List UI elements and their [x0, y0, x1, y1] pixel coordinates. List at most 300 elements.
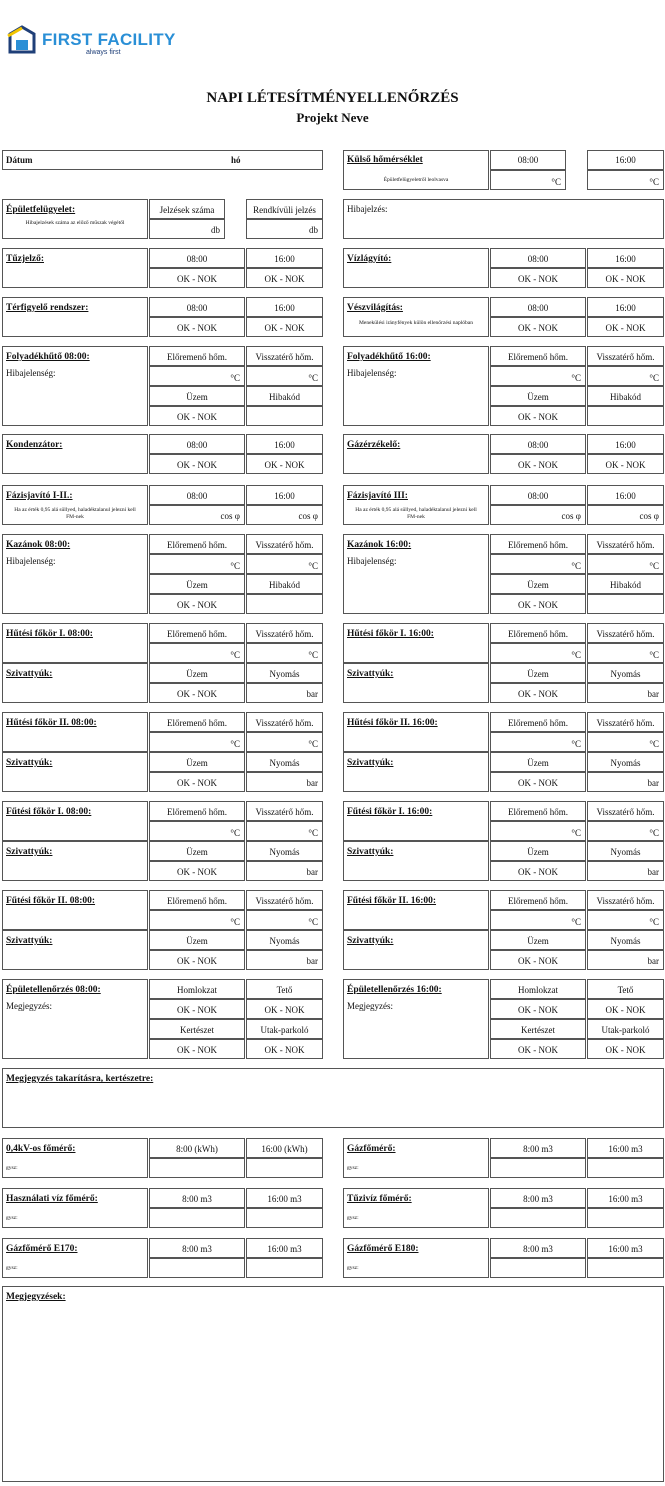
cctv-0800-status[interactable]: [149, 317, 245, 337]
unit-celsius: °C: [649, 917, 659, 927]
chiller-0800-return-head: [246, 346, 323, 366]
condenser-0800-status[interactable]: [149, 454, 245, 474]
gas-detector-0800-head: [490, 434, 586, 454]
time-0800: 08:00: [186, 303, 208, 313]
water-softener-0800-head: [490, 248, 586, 268]
unit-bar: bar: [306, 867, 318, 877]
boiler-1600-supply-input[interactable]: [490, 554, 586, 574]
return-temp-label: Visszatérő hőm.: [596, 540, 655, 550]
pressure-label: Nyomás: [610, 758, 641, 768]
heating-2-1600-pumps-title: Szivattyúk:: [347, 936, 394, 946]
boiler-1600-supply-head: [490, 534, 586, 554]
unit-bar: bar: [647, 956, 659, 966]
chiller-1600-return-head: [587, 346, 664, 366]
emergency-lighting-0800-status[interactable]: [490, 317, 586, 337]
pfc-3-label: [343, 485, 489, 525]
chiller-0800-operation-head: [149, 386, 245, 406]
emergency-lighting-1600-status[interactable]: [587, 317, 664, 337]
cooling-1-0800-pumps-title: Szivattyúk:: [6, 669, 53, 679]
gas-meter-e180-title: Gázfőmérő E180:: [347, 1244, 419, 1254]
chiller-0800-title: Folyadékhűtő 08:00:: [6, 352, 90, 362]
ok-nok-choice: OK - NOK: [605, 1005, 646, 1015]
ok-nok-choice: OK - NOK: [518, 460, 558, 470]
ok-nok-choice: OK - NOK: [518, 956, 558, 966]
unit-celsius: °C: [308, 373, 318, 383]
mv-meter-label: [2, 1138, 148, 1178]
cooling-1-1600-label: [343, 623, 489, 663]
heating-1-1600-supply-input[interactable]: [490, 821, 586, 841]
cooling-2-0800-label: [2, 712, 148, 752]
fire-alarm-label: [2, 248, 148, 288]
chiller-0800-aux-head: [246, 386, 323, 406]
supply-temp-label: Előremenő hőm.: [508, 896, 568, 906]
condenser-0800-head: [149, 434, 245, 454]
unit-celsius: °C: [308, 561, 318, 571]
cooling-2-0800-return-input[interactable]: [246, 732, 323, 752]
unit-cos-phi: cos φ: [298, 511, 318, 521]
alarm-count-label: Jelzések száma: [159, 205, 215, 215]
heating-2-1600-supply-input[interactable]: [490, 910, 586, 930]
mv-meter-1600-input[interactable]: [246, 1158, 323, 1178]
heating-1-1600-return-head: [587, 801, 664, 821]
gas-detector-0800-status[interactable]: [490, 454, 586, 474]
supply-temp-label: Előremenő hőm.: [167, 807, 227, 817]
fire-water-meter-1600-input[interactable]: [587, 1208, 664, 1228]
supply-temp-label: Előremenő hőm.: [167, 718, 227, 728]
heating-1-0800-aux-head: [246, 841, 323, 861]
fault-report-field[interactable]: [343, 199, 664, 239]
gas-meter-e170-serial-label: gysz:: [6, 1265, 18, 1271]
chiller-1600-supply-head: [490, 346, 586, 366]
cooling-1-1600-operation-head: [490, 663, 586, 683]
cooling-2-0800-aux-head: [246, 752, 323, 772]
outside-temp-label: [343, 150, 489, 190]
ok-nok-choice: OK - NOK: [177, 689, 217, 699]
cooling-1-0800-label: [2, 623, 148, 663]
time-1600: 16:00: [274, 491, 295, 501]
boiler-1600-return-head: [587, 534, 664, 554]
heating-1-0800-return-head: [246, 801, 323, 821]
supply-temp-label: Előremenő hőm.: [508, 540, 568, 550]
pfc-3-0800-input[interactable]: [490, 505, 586, 525]
heating-1-0800-return-input[interactable]: [246, 821, 323, 841]
cooling-2-1600-aux-input[interactable]: [587, 772, 664, 792]
cooling-1-0800-return-input[interactable]: [246, 643, 323, 663]
heating-1-1600-aux-input[interactable]: [587, 861, 664, 881]
time-0800: 08:00: [186, 254, 208, 264]
building-check-1600-label: [343, 979, 489, 1059]
time-0800: 08:00: [517, 155, 539, 165]
ok-nok-choice: OK - NOK: [605, 274, 646, 284]
cooling-2-0800-supply-head: [149, 712, 245, 732]
heating-1-1600-operation-status[interactable]: [490, 861, 586, 881]
error-code-label: Hibakód: [610, 580, 641, 590]
unit-db: db: [309, 225, 318, 235]
heating-2-0800-supply-input[interactable]: [149, 910, 245, 930]
fire-water-meter-0800-input[interactable]: [490, 1208, 586, 1228]
return-temp-label: Visszatérő hőm.: [255, 718, 314, 728]
return-temp-label: Visszatérő hőm.: [596, 629, 655, 639]
emergency-lighting-1600-head: [587, 297, 664, 317]
fire-water-meter-serial-label: gysz:: [347, 1215, 359, 1221]
heating-2-1600-operation-head: [490, 930, 586, 950]
time-1600: 16:00: [274, 440, 295, 450]
cooling-1-1600-pumps-title: Szivattyúk:: [347, 669, 394, 679]
pfc-1-2-1600-input[interactable]: [246, 505, 323, 525]
unit-celsius: °C: [649, 561, 659, 571]
water-meter-1600-input[interactable]: [246, 1208, 323, 1228]
building-check-0800-note-label: Megjegyzés:: [6, 1001, 52, 1011]
pfc-1-2-title: Fázisjavító I-II.:: [6, 491, 73, 501]
cooling-2-1600-return-head: [587, 712, 664, 732]
notes-field[interactable]: [2, 1286, 664, 1482]
heating-1-1600-aux-head: [587, 841, 664, 861]
heating-1-0800-aux-input[interactable]: [246, 861, 323, 881]
gas-meter-e180-label: [343, 1238, 489, 1278]
pfc-3-note: Ha az érték 0,95 alá süllyed, haladéktalanul jelezni kell FM-nek: [355, 507, 477, 521]
cooling-2-0800-return-head: [246, 712, 323, 732]
ok-nok-choice: OK - NOK: [177, 778, 217, 788]
unit-cos-phi: cos φ: [639, 511, 659, 521]
heating-2-0800-supply-head: [149, 890, 245, 910]
operation-label: Üzem: [186, 580, 208, 590]
outside-temp-note: Épületfelügyeletről leolvasva: [383, 177, 449, 183]
extra-alarm-input[interactable]: [246, 219, 323, 239]
time-0800: 08:00: [527, 303, 549, 313]
cooling-2-0800-operation-head: [149, 752, 245, 772]
boiler-1600-return-input[interactable]: [587, 554, 664, 574]
cooling-2-1600-operation-status[interactable]: [490, 772, 586, 792]
cooling-1-0800-aux-input[interactable]: [246, 683, 323, 703]
heating-1-1600-title: Fűtési főkör I. 16:00:: [347, 807, 433, 817]
boiler-0800-supply-input[interactable]: [149, 554, 245, 574]
heating-1-1600-return-input[interactable]: [587, 821, 664, 841]
mv-meter-0800-input[interactable]: [149, 1158, 245, 1178]
cooling-2-0800-supply-input[interactable]: [149, 732, 245, 752]
boiler-0800-supply-head: [149, 534, 245, 554]
cooling-1-1600-pumps-label: [343, 663, 489, 703]
ok-nok-choice: OK - NOK: [605, 1045, 646, 1055]
chiller-0800-return-input[interactable]: [246, 366, 323, 386]
boiler-1600-aux-input[interactable]: [587, 594, 664, 614]
cooling-1-1600-supply-head: [490, 623, 586, 643]
gas-meter-e180-0800-input[interactable]: [490, 1258, 586, 1278]
time-1600: 16:00: [615, 155, 636, 165]
heating-2-0800-pumps-label: [2, 930, 148, 970]
pfc-1-2-0800-input[interactable]: [149, 505, 245, 525]
chiller-0800-aux-input[interactable]: [246, 406, 323, 426]
cooling-1-1600-aux-input[interactable]: [587, 683, 664, 703]
unit-bar: bar: [306, 778, 318, 788]
cooling-1-0800-supply-head: [149, 623, 245, 643]
heating-2-1600-aux-input[interactable]: [587, 950, 664, 970]
logo-brand: FIRST FACILITY: [42, 30, 176, 49]
building-check-1600-note-label: Megjegyzés:: [347, 1001, 393, 1011]
heating-2-0800-pumps-title: Szivattyúk:: [6, 936, 53, 946]
gas-meter-0800-head: [490, 1138, 586, 1158]
supply-temp-label: Előremenő hőm.: [167, 629, 227, 639]
gas-meter-0800-input[interactable]: [490, 1158, 586, 1178]
chiller-1600-title: Folyadékhűtő 16:00:: [347, 352, 431, 362]
unit-celsius: °C: [230, 828, 240, 838]
fire-alarm-1600-status[interactable]: [246, 268, 323, 288]
chiller-1600-aux-input[interactable]: [587, 406, 664, 426]
reading-1600-label: 16:00 m3: [608, 1244, 643, 1254]
pfc-3-1600-input[interactable]: [587, 505, 664, 525]
pfc-1-2-note: Ha az érték 0,95 alá süllyed, haladéktalanul jelezni kell FM-nek: [14, 507, 136, 521]
cooling-1-1600-return-input[interactable]: [587, 643, 664, 663]
building-check-0800-status[interactable]: [149, 999, 245, 1019]
building-check-0800-status[interactable]: [149, 1039, 245, 1059]
outside-temp-1600-head: [587, 150, 664, 170]
water-softener-1600-head: [587, 248, 664, 268]
gas-meter-e180-serial-label: gysz:: [347, 1265, 359, 1271]
pressure-label: Nyomás: [269, 847, 300, 857]
ok-nok-choice: OK - NOK: [518, 274, 558, 284]
water-softener-1600-status[interactable]: [587, 268, 664, 288]
boiler-0800-fault-label: Hibajelenség:: [6, 556, 56, 566]
first-facility-logo-icon: [6, 24, 38, 58]
heating-1-0800-supply-input[interactable]: [149, 821, 245, 841]
cooling-1-1600-aux-head: [587, 663, 664, 683]
unit-celsius: °C: [308, 828, 318, 838]
building-check-0800-head: [149, 979, 245, 999]
unit-celsius: °C: [649, 739, 659, 749]
supply-temp-label: Előremenő hőm.: [508, 807, 568, 817]
time-1600: 16:00: [615, 491, 636, 501]
chiller-1600-supply-input[interactable]: [490, 366, 586, 386]
water-meter-1600-head: [246, 1188, 323, 1208]
water-meter-0800-head: [149, 1188, 245, 1208]
pfc-1-2-label: [2, 485, 148, 525]
emergency-lighting-0800-head: [490, 297, 586, 317]
return-temp-label: Visszatérő hőm.: [596, 352, 655, 362]
cooling-1-0800-operation-status[interactable]: [149, 683, 245, 703]
building-check-0800-status[interactable]: [246, 999, 323, 1019]
ok-nok-choice: OK - NOK: [605, 323, 646, 333]
chiller-1600-return-input[interactable]: [587, 366, 664, 386]
time-1600: 16:00: [274, 254, 295, 264]
time-1600: 16:00: [274, 303, 295, 313]
building-check-0800-head: [246, 1019, 323, 1039]
return-temp-label: Visszatérő hőm.: [255, 540, 314, 550]
gas-meter-e170-1600-head: [246, 1238, 323, 1258]
fire-alarm-0800-head: [149, 248, 245, 268]
unit-bar: bar: [647, 778, 659, 788]
heating-2-0800-aux-input[interactable]: [246, 950, 323, 970]
chiller-1600-fault-label: Hibajelenség:: [347, 368, 397, 378]
fire-water-meter-label: [343, 1188, 489, 1228]
outside-temp-1600-input[interactable]: [587, 170, 664, 190]
water-softener-0800-status[interactable]: [490, 268, 586, 288]
pressure-label: Nyomás: [610, 669, 641, 679]
check-item-label: Kertészet: [180, 1025, 214, 1035]
cooling-1-0800-pumps-label: [2, 663, 148, 703]
heating-1-0800-operation-status[interactable]: [149, 861, 245, 881]
cooling-2-1600-supply-input[interactable]: [490, 732, 586, 752]
boiler-1600-label: [343, 534, 489, 614]
cooling-2-0800-aux-input[interactable]: [246, 772, 323, 792]
unit-celsius: °C: [551, 177, 561, 187]
building-check-0800-head: [149, 1019, 245, 1039]
cooling-2-1600-pumps-title: Szivattyúk:: [347, 758, 394, 768]
unit-celsius: °C: [649, 650, 659, 660]
gas-meter-e170-0800-input[interactable]: [149, 1258, 245, 1278]
heating-2-0800-operation-status[interactable]: [149, 950, 245, 970]
operation-label: Üzem: [527, 669, 549, 679]
date-field[interactable]: [2, 150, 323, 170]
mv-meter-title: 0,4kV-os főmérő:: [6, 1144, 76, 1154]
chiller-1600-operation-status[interactable]: [490, 406, 586, 426]
fire-alarm-title: Tűzjelző:: [6, 254, 44, 264]
boiler-0800-aux-input[interactable]: [246, 594, 323, 614]
pfc-3-1600-head: [587, 485, 664, 505]
ok-nok-choice: OK - NOK: [177, 1045, 217, 1055]
water-meter-serial-label: gysz:: [6, 1215, 18, 1221]
heating-2-1600-return-input[interactable]: [587, 910, 664, 930]
cooling-2-0800-operation-status[interactable]: [149, 772, 245, 792]
mv-meter-serial-label: gysz:: [6, 1165, 18, 1171]
chiller-0800-supply-input[interactable]: [149, 366, 245, 386]
boiler-0800-title: Kazánok 08:00:: [6, 540, 71, 550]
ok-nok-choice: OK - NOK: [264, 274, 305, 284]
condenser-1600-status[interactable]: [246, 454, 323, 474]
check-item-label: Utak-parkoló: [260, 1025, 309, 1035]
ok-nok-choice: OK - NOK: [518, 1005, 558, 1015]
boiler-0800-return-input[interactable]: [246, 554, 323, 574]
check-item-label: Tető: [617, 985, 634, 995]
building-check-1600-status[interactable]: [587, 1039, 664, 1059]
error-code-label: Hibakód: [610, 392, 641, 402]
unit-celsius: °C: [649, 177, 659, 187]
time-0800: 08:00: [527, 440, 549, 450]
building-check-1600-status[interactable]: [490, 1039, 586, 1059]
building-check-1600-status[interactable]: [587, 999, 664, 1019]
gas-detector-title: Gázérzékelő:: [347, 440, 401, 450]
boiler-0800-return-head: [246, 534, 323, 554]
unit-cos-phi: cos φ: [561, 511, 581, 521]
gas-meter-e170-1600-input[interactable]: [246, 1258, 323, 1278]
cooling-2-0800-pumps-title: Szivattyúk:: [6, 758, 53, 768]
ok-nok-choice: OK - NOK: [177, 956, 217, 966]
heating-2-0800-aux-head: [246, 930, 323, 950]
cctv-0800-head: [149, 297, 245, 317]
building-check-1600-head: [490, 979, 586, 999]
fire-alarm-0800-status[interactable]: [149, 268, 245, 288]
outside-temp-title: Külső hőmérséklet: [347, 155, 423, 165]
cctv-1600-status[interactable]: [246, 317, 323, 337]
fire-alarm-1600-head: [246, 248, 323, 268]
chiller-0800-label: [2, 346, 148, 426]
ok-nok-choice: OK - NOK: [177, 460, 217, 470]
unit-cos-phi: cos φ: [220, 511, 240, 521]
cooling-1-1600-supply-input[interactable]: [490, 643, 586, 663]
ok-nok-choice: OK - NOK: [177, 1005, 217, 1015]
gas-meter-e180-1600-head: [587, 1238, 664, 1258]
ok-nok-choice: OK - NOK: [605, 460, 646, 470]
heating-2-0800-return-input[interactable]: [246, 910, 323, 930]
unit-bar: bar: [306, 956, 318, 966]
fault-report-label: Hibajelzés:: [347, 204, 388, 214]
ok-nok-choice: OK - NOK: [518, 689, 558, 699]
pressure-label: Nyomás: [610, 936, 641, 946]
pfc-1-2-0800-head: [149, 485, 245, 505]
unit-bar: bar: [306, 689, 318, 699]
gas-detector-1600-status[interactable]: [587, 454, 664, 474]
cleaning-notes-field[interactable]: [2, 1068, 664, 1128]
water-meter-0800-input[interactable]: [149, 1208, 245, 1228]
heating-1-1600-pumps-title: Szivattyúk:: [347, 847, 394, 857]
alarm-count-input[interactable]: [149, 219, 225, 239]
time-0800: 08:00: [186, 440, 208, 450]
chiller-1600-label: [343, 346, 489, 426]
boiler-1600-operation-status[interactable]: [490, 594, 586, 614]
pressure-label: Nyomás: [610, 847, 641, 857]
logo: [6, 24, 186, 60]
ok-nok-choice: OK - NOK: [264, 323, 305, 333]
cooling-2-1600-title: Hűtési főkör II. 16:00:: [347, 718, 438, 728]
check-item-label: Tető: [276, 985, 293, 995]
heating-2-1600-operation-status[interactable]: [490, 950, 586, 970]
boiler-0800-operation-status[interactable]: [149, 594, 245, 614]
return-temp-label: Visszatérő hőm.: [596, 718, 655, 728]
heating-1-1600-supply-head: [490, 801, 586, 821]
cooling-1-0800-supply-input[interactable]: [149, 643, 245, 663]
cooling-1-1600-operation-status[interactable]: [490, 683, 586, 703]
heating-1-1600-label: [343, 801, 489, 841]
cleaning-notes-label: Megjegyzés takarításra, kertészetre:: [6, 1074, 154, 1084]
return-temp-label: Visszatérő hőm.: [255, 629, 314, 639]
building-check-0800-status[interactable]: [246, 1039, 323, 1059]
check-item-label: Utak-parkoló: [601, 1025, 650, 1035]
chiller-1600-aux-head: [587, 386, 664, 406]
cctv-1600-head: [246, 297, 323, 317]
fire-water-meter-title: Tűzivíz főmérő:: [347, 1194, 412, 1204]
cooling-2-1600-return-input[interactable]: [587, 732, 664, 752]
boiler-0800-label: [2, 534, 148, 614]
gas-meter-1600-input[interactable]: [587, 1158, 664, 1178]
chiller-0800-operation-status[interactable]: [149, 406, 245, 426]
condenser-1600-head: [246, 434, 323, 454]
ok-nok-choice: OK - NOK: [518, 1045, 558, 1055]
building-check-1600-status[interactable]: [490, 999, 586, 1019]
return-temp-label: Visszatérő hőm.: [596, 896, 655, 906]
operation-label: Üzem: [527, 847, 549, 857]
unit-celsius: °C: [571, 828, 581, 838]
ok-nok-choice: OK - NOK: [264, 1005, 305, 1015]
heating-2-0800-return-head: [246, 890, 323, 910]
boiler-0800-operation-head: [149, 574, 245, 594]
reading-1600-label: 16:00 (kWh): [261, 1144, 308, 1154]
heating-1-0800-supply-head: [149, 801, 245, 821]
unit-celsius: °C: [230, 650, 240, 660]
operation-label: Üzem: [527, 936, 549, 946]
check-item-label: Homlokzat: [518, 985, 558, 995]
operation-label: Üzem: [186, 392, 208, 402]
cooling-2-1600-aux-head: [587, 752, 664, 772]
unit-celsius: °C: [649, 828, 659, 838]
reading-1600-label: 16:00 m3: [267, 1244, 302, 1254]
outside-temp-0800-input[interactable]: [490, 170, 566, 190]
gas-detector-label: [343, 434, 489, 474]
operation-label: Üzem: [186, 669, 208, 679]
heating-2-1600-pumps-label: [343, 930, 489, 970]
unit-celsius: °C: [571, 739, 581, 749]
gas-meter-e180-1600-input[interactable]: [587, 1258, 664, 1278]
return-temp-label: Visszatérő hőm.: [255, 896, 314, 906]
heating-2-0800-operation-head: [149, 930, 245, 950]
cooling-2-1600-supply-head: [490, 712, 586, 732]
